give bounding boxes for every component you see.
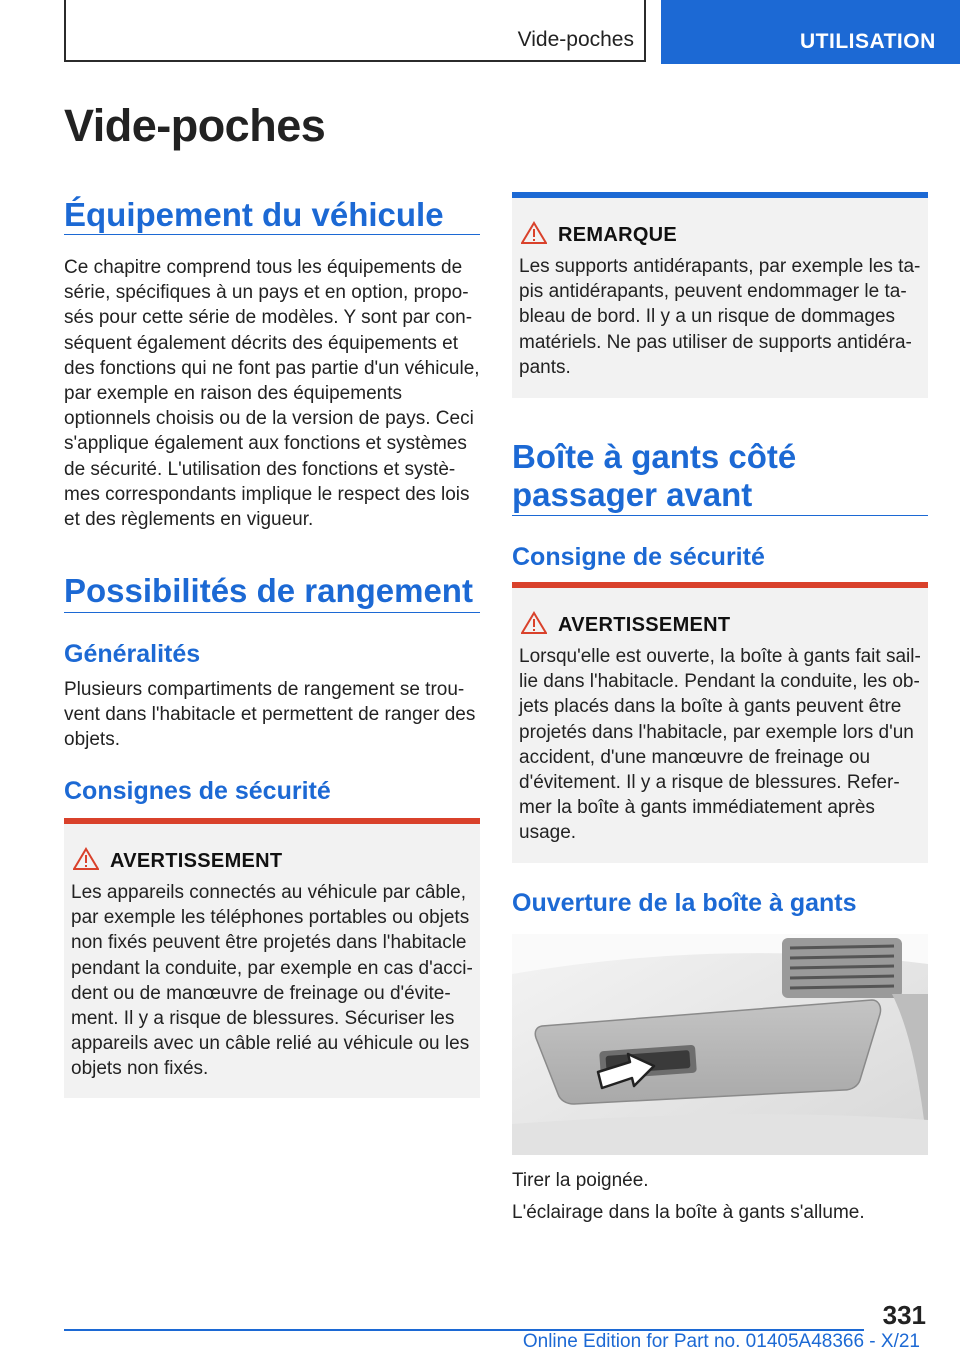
heading-glovebox-safety: Consigne de sécurité [512,543,765,571]
warning-triangle-icon [521,611,547,635]
heading-equipment: Équipement du véhicule [64,196,444,233]
warning-triangle-icon [73,847,99,871]
glovebox-warning-text: Lorsqu'elle est ouverte, la boîte à gants fait saillie dans l'habitacle. Pendant la conduite, les objets placés dans la boîte à gants peuvent être projetés dans l'habitacle, par exemple lors d'un accident, d'une manœuvre de freinage ou d'évitement. Il y a risque de blessures. Refermer la boîte à gants immédiatement après usage. [519,646,921,844]
heading-rule [64,234,480,235]
heading-storage: Possibilités de rangement [64,572,473,609]
step-2: L'éclairage dans la boîte à gants s'allume. [512,1202,865,1223]
heading-general: Généralités [64,640,201,668]
header-chapter: Vide-poches [517,28,634,51]
heading-glovebox: Boîte à gants côté passager avant [512,438,797,513]
footer-edition: Online Edition for Part no. 01405A48366 - X/21 [522,1331,920,1352]
step-1: Tirer la poignée. [512,1170,649,1191]
heading-glovebox-opening: Ouverture de la boîte à gants [512,889,857,917]
equipment-text: Ce chapitre comprend tous les équipements de série, spécifiques à un pays et en option, proposés pour cette série de modèles. Y sont par conséquent également décrits des équipements et des fonctions qui ne font pas partie d'un véhicule, par exemple en raison des équipements optionnels choisis ou de la version de pays. Ceci s'applique également aux fonctions et systèmes de sécurité. L'utilisation des fonctions et systèmes correspondants implique le respect des lois et des règlements en vigueur. [64,257,480,531]
glovebox-warning-label: AVERTISSEMENT [558,614,731,636]
glovebox-illustration [512,934,928,1155]
note-label: REMARQUE [558,224,678,246]
page-number: 331 [882,1300,926,1330]
note-box [512,192,928,398]
note-triangle-icon [521,221,547,245]
warning-label: AVERTISSEMENT [110,850,283,872]
page-title: Vide-poches [64,100,326,151]
glovebox-warning-box [512,582,928,863]
glovebox-drawing [512,934,928,1155]
heading-safety: Consignes de sécurité [64,777,331,805]
header-section-tab: UTILISATION [661,0,960,64]
heading-rule [512,515,928,516]
general-text: Plusieurs compartiments de rangement se trouvent dans l'habitacle et permettent de ranger des objets. [64,679,476,751]
warning-box [64,818,480,1098]
note-text: Les supports antidérapants, par exemple les tapis antidérapants, peuvent endommager le tableau de bord. Il y a un risque de dommages matériels. Ne pas utiliser de supports antidérapants. [519,256,921,378]
heading-rule [64,612,480,613]
warning-text: Les appareils connectés au véhicule par câble, par exemple les téléphones portables ou objets non fixés peuvent être projetés dans l'habitacle pendant la conduite, par exemple en cas d'accident ou de manœuvre de freinage ou d'évitement. Il y a risque de blessures. Sécuriser les appareils avec un câble relié au véhicule ou les objets non fixés. [71,882,473,1080]
